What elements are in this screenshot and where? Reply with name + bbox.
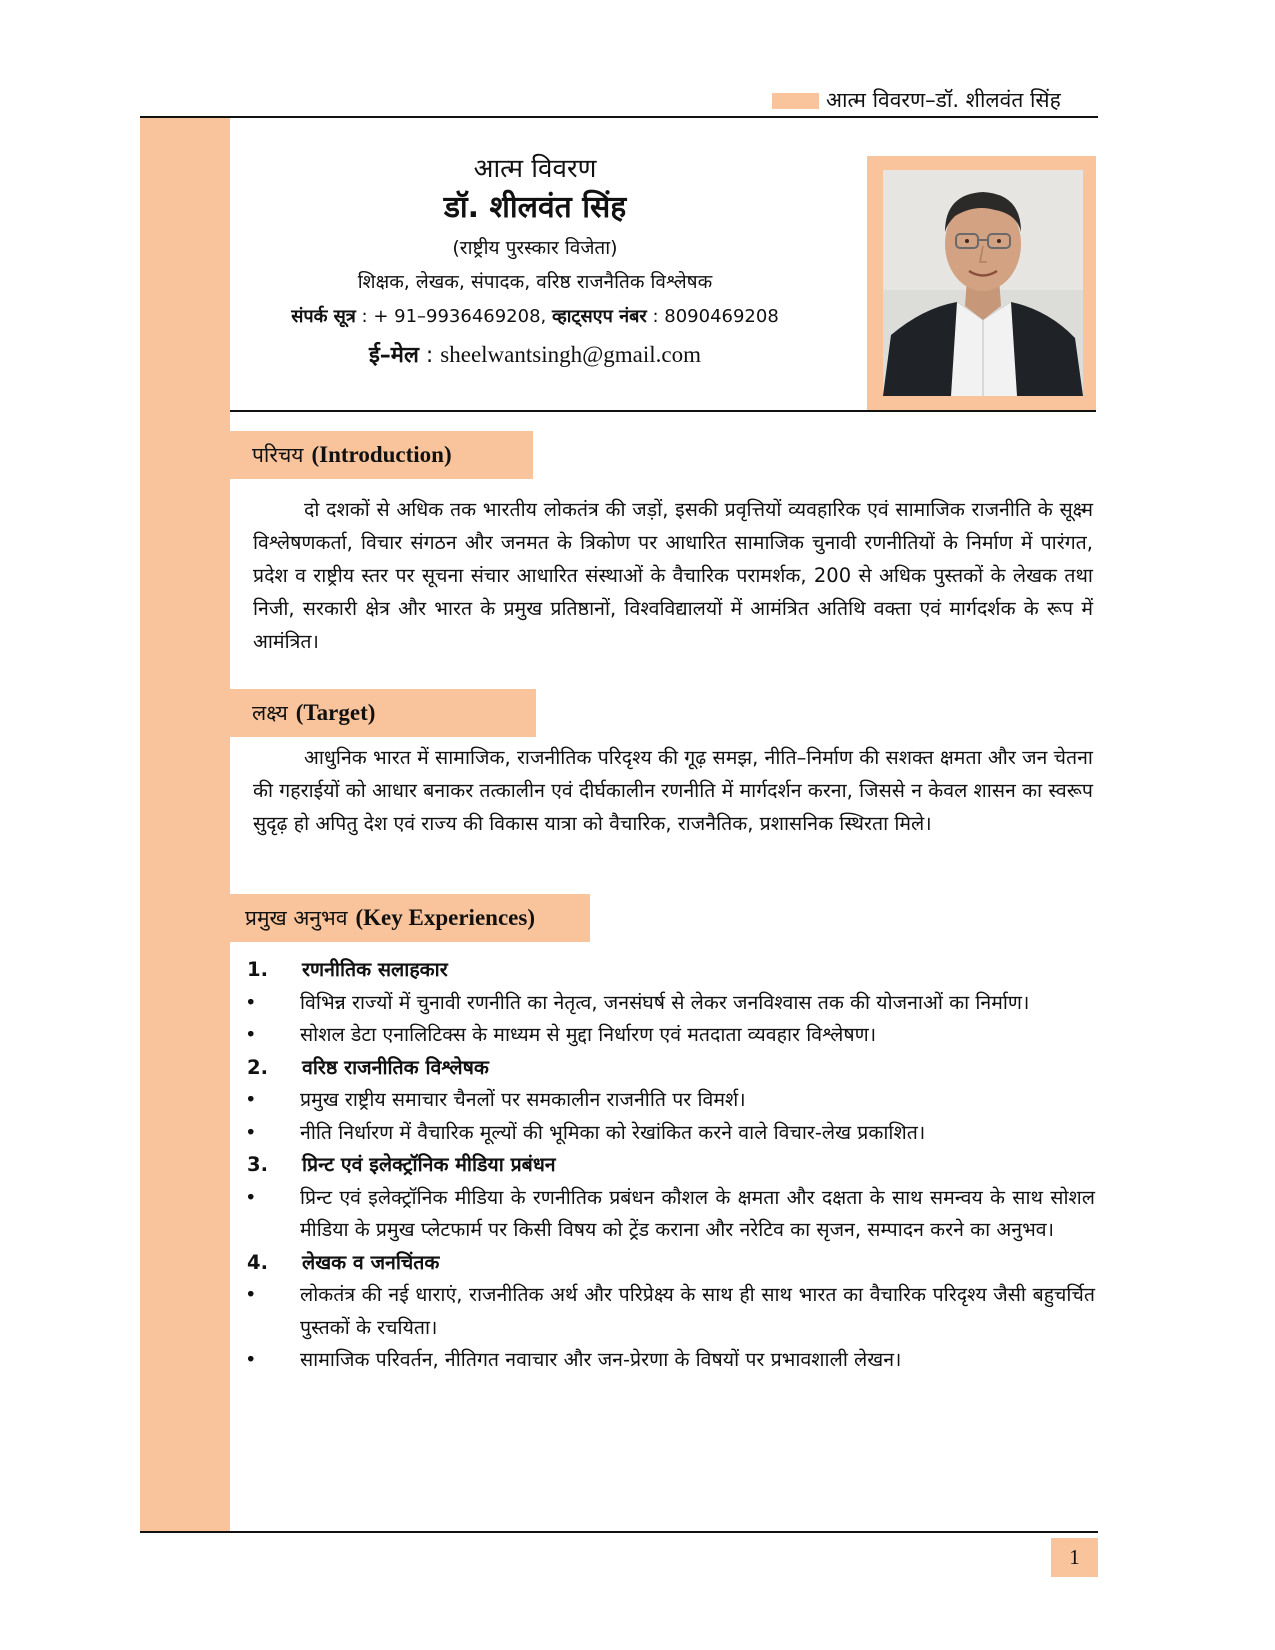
profile-name: डॉ. शीलवंत सिंह	[443, 190, 627, 225]
list-item-text: नीति निर्धारण में वैचारिक मूल्यों की भूमिका को रेखांकित करने वाले विचार-लेख प्रकाशित।	[300, 1120, 926, 1144]
introduction-heading-en: (Introduction)	[311, 442, 452, 467]
bullet-marker: •	[245, 1283, 257, 1306]
group-number: 4.	[247, 1250, 268, 1274]
list-item	[245, 1117, 1095, 1150]
list-item-text: प्रिन्ट एवं इलेक्ट्रॉनिक मीडिया के रणनीतिक प्रबंधन कौशल के क्षमता और दक्षता के साथ समन्वय के साथ सोशल मीडिया के प्रमुख प्लेटफार्म पर किसी विषय को ट्रेंड कराना और नरेटिव का सृजन, सम्पादन करने का अनुभव।	[300, 1185, 1095, 1241]
bullet-marker: •	[245, 1348, 257, 1371]
group-title: लेखक व जनचिंतक	[302, 1250, 440, 1274]
title-divider	[230, 410, 1096, 412]
running-header-title: आत्म विवरण–डॉ. शीलवंत सिंह	[826, 88, 1061, 112]
contact-label: संपर्क सूत्र	[291, 306, 356, 327]
group-number: 1.	[247, 958, 268, 981]
whatsapp-separator: :	[646, 306, 665, 327]
introduction-heading	[230, 431, 533, 479]
target-body	[253, 741, 1093, 840]
experience-group-heading	[245, 1247, 1095, 1280]
profile-roles: शिक्षक, लेखक, संपादक, वरिष्ठ राजनैतिक विश्लेषक	[357, 271, 713, 293]
profile-award: (राष्ट्रीय पुरस्कार विजेता)	[452, 237, 618, 259]
list-item	[245, 1279, 1095, 1344]
experiences-heading-hi: प्रमुख अनुभव	[245, 906, 348, 930]
bullet-marker: •	[245, 1120, 257, 1144]
group-number: 3.	[247, 1153, 268, 1176]
header-accent-swatch	[772, 93, 819, 109]
introduction-text: दो दशकों से अधिक तक भारतीय लोकतंत्र की जड़ों, इसकी प्रवृत्तियों व्यवहारिक एवं सामाजिक राजनीति के सूक्ष्म विश्लेषणकर्ता, विचार संगठन और जनमत के त्रिकोण पर आधारित सामाजिक चुनावी रणनीतियों के निर्माण में पारंगत, प्रदेश व राष्ट्रीय स्तर पर सूचना संचार आधारित संस्थाओं के वैचारिक परामर्शक, 200 से अधिक पुस्तकों के लेखक तथा निजी, सरकारी क्षेत्र और भारत के प्रमुख प्रतिष्ठानों, विश्वविद्यालयों में आमंत्रित अतिथि वक्ता एवं मार्गदर्शक के रूप में आमंत्रित।	[253, 498, 1093, 653]
experience-group-heading	[245, 1052, 1095, 1085]
profile-heading: आत्म विवरण	[473, 154, 597, 184]
footer-rule	[140, 1531, 1098, 1533]
bullet-marker: •	[245, 1023, 257, 1046]
bullet-marker: •	[245, 990, 257, 1014]
introduction-body	[253, 493, 1093, 658]
email-label: ई–मेल	[369, 343, 419, 368]
list-item-text: सामाजिक परिवर्तन, नीतिगत नवाचार और जन-प्रेरणा के विषयों पर प्रभावशाली लेखन।	[300, 1348, 902, 1371]
list-item-text: प्रमुख राष्ट्रीय समाचार चैनलों पर समकालीन राजनीति पर विमर्श।	[300, 1088, 746, 1111]
list-item-text: सोशल डेटा एनालिटिक्स के माध्यम से मुद्दा निर्धारण एवं मतदाता व्यवहार विश्लेषण।	[300, 1023, 877, 1046]
experience-group-heading	[245, 1149, 1095, 1182]
experience-group-heading	[245, 954, 1095, 987]
list-item	[245, 987, 1095, 1020]
header-rule	[140, 116, 1098, 118]
contact-separator: :	[355, 306, 374, 327]
list-item	[245, 1019, 1095, 1052]
whatsapp-label: व्हाट्सएप नंबर	[552, 306, 647, 327]
email-address[interactable]: sheelwantsingh@gmail.com	[440, 342, 701, 367]
contact-line	[230, 298, 840, 336]
bullet-marker: •	[245, 1185, 257, 1209]
portrait-photo	[883, 170, 1083, 396]
email-separator: :	[418, 343, 441, 368]
introduction-heading-hi: परिचय	[252, 443, 304, 467]
profile-title-block	[230, 152, 840, 375]
list-item	[245, 1344, 1095, 1377]
left-accent-strip	[140, 118, 230, 1531]
target-heading	[230, 689, 536, 737]
experiences-heading	[230, 894, 590, 942]
list-item	[245, 1084, 1095, 1117]
group-title: प्रिन्ट एवं इलेक्ट्रॉनिक मीडिया प्रबंधन	[302, 1153, 556, 1176]
phone-number[interactable]: + 91–9936469208,	[373, 306, 547, 327]
bullet-marker: •	[245, 1088, 257, 1111]
group-title: वरिष्ठ राजनीतिक विश्लेषक	[302, 1055, 489, 1079]
email-line	[230, 336, 840, 375]
target-heading-hi: लक्ष्य	[252, 701, 288, 725]
list-item	[245, 1182, 1095, 1247]
list-item-text: विभिन्न राज्यों में चुनावी रणनीति का नेतृत्व, जनसंघर्ष से लेकर जनविश्वास तक की योजनाओं का निर्माण।	[300, 990, 1030, 1014]
list-item-text: लोकतंत्र की नई धाराएं, राजनीतिक अर्थ और परिप्रेक्ष्य के साथ ही साथ भारत का वैचारिक परिदृश्य जैसी बहुचर्चित पुस्तकों के रचयिता।	[300, 1283, 1095, 1339]
target-text: आधुनिक भारत में सामाजिक, राजनीतिक परिदृश्य की गूढ़ समझ, नीति–निर्माण की सशक्त क्षमता और जन चेतना की गहराईयों को आधार बनाकर तत्कालीन एवं दीर्घकालीन रणनीति में मार्गदर्शन करना, जिससे न केवल शासन का स्वरूप सुदृढ़ हो अपितु देश एवं राज्य की विकास यात्रा को वैचारिक, राजनैतिक, प्रशासनिक स्थिरता मिले।	[253, 746, 1093, 835]
group-number: 2.	[247, 1055, 268, 1079]
group-title: रणनीतिक सलाहकार	[302, 958, 448, 981]
target-heading-en: (Target)	[295, 700, 376, 725]
page-number: 1	[1051, 1538, 1098, 1577]
whatsapp-number[interactable]: 8090469208	[664, 306, 779, 327]
experiences-heading-en: (Key Experiences)	[355, 905, 535, 930]
experiences-list	[245, 954, 1095, 1377]
